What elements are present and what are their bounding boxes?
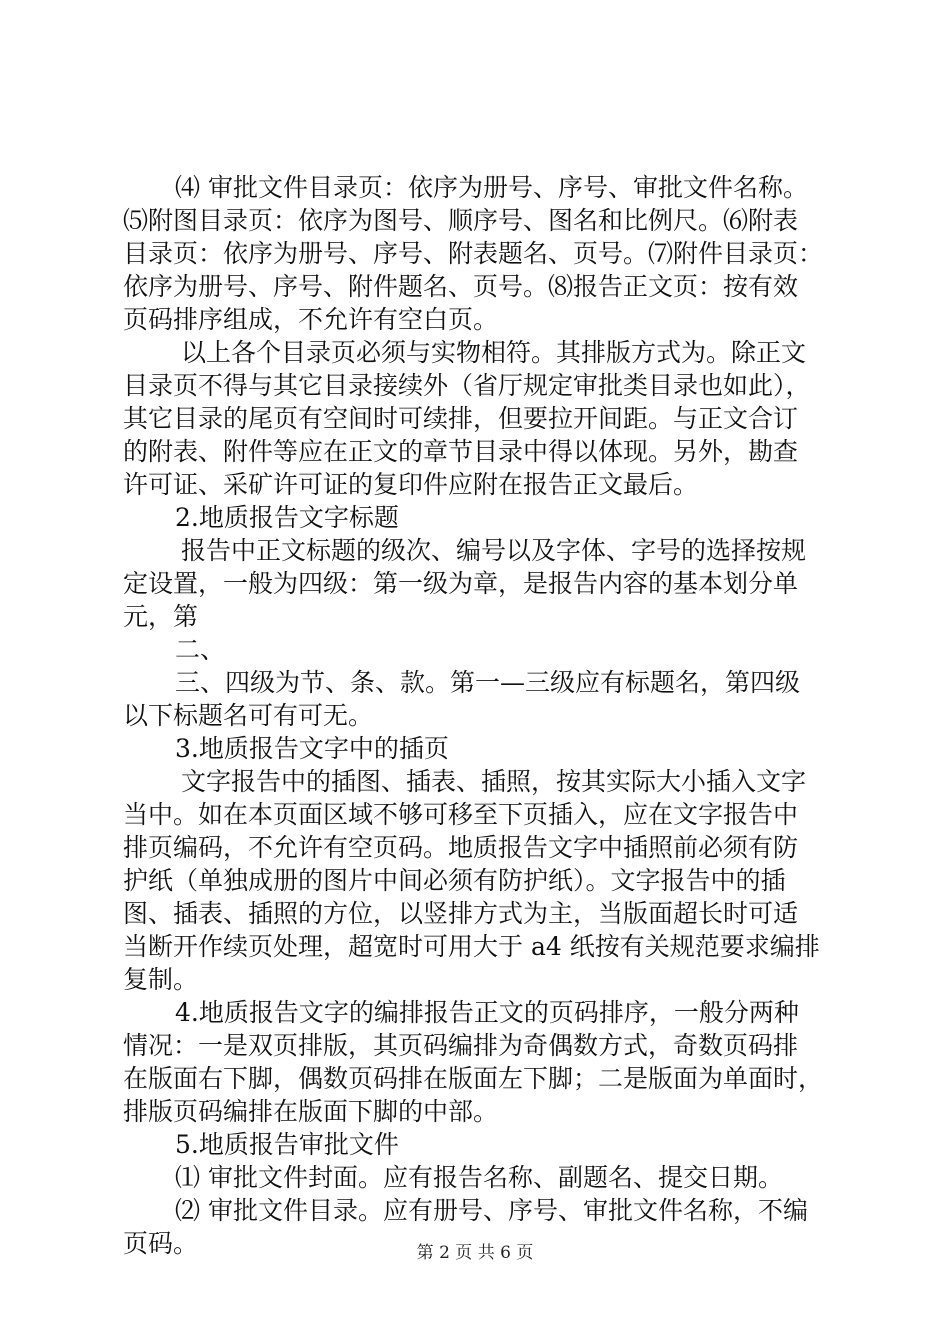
section-heading: 5.地质报告审批文件 (175, 1130, 399, 1159)
paragraph-line: ⑸附图目录页：依序为图号、顺序号、图名和比例尺。⑹附表 (123, 206, 799, 235)
paragraph-line: 元，第 (123, 602, 199, 631)
paragraph-line: 以下标题名可有可无。 (123, 701, 374, 730)
paragraph-line: ⑵ 审批文件目录。应有册号、序号、审批文件名称，不编 (175, 1196, 808, 1225)
paragraph-line: 排版页码编排在版面下脚的中部。 (123, 1097, 499, 1126)
paragraph-line: 定设置，一般为四级：第一级为章，是报告内容的基本划分单 (123, 569, 799, 598)
paragraph-line: 目录页：依序为册号、序号、附表题名、页号。⑺附件目录页： (123, 239, 824, 268)
paragraph-line: 依序为册号、序号、附件题名、页号。⑻报告正文页：按有效 (123, 272, 799, 301)
paragraph-line: 页码排序组成，不允许有空白页。 (123, 305, 499, 334)
paragraph-line: 在版面右下脚，偶数页码排在版面左下脚；二是版面为单面时， (123, 1064, 824, 1093)
paragraph-line: 目录页不得与其它目录接续外（省厅规定审批类目录也如此）， (123, 371, 811, 400)
paragraph-line: ⑷ 审批文件目录页：依序为册号、序号、审批文件名称。 (175, 173, 808, 202)
paragraph-line: 排页编码，不允许有空页码。地质报告文字中插照前必须有防 (123, 833, 799, 862)
paragraph-line: 复制。 (123, 965, 199, 994)
paragraph-line: ⑴ 审批文件封面。应有报告名称、副题名、提交日期。 (175, 1163, 783, 1192)
paragraph-line: 当断开作续页处理，超宽时可用大于 a4 纸按有关规范要求编排 (123, 932, 820, 961)
paragraph-line: 许可证、采矿许可证的复印件应附在报告正文最后。 (123, 470, 699, 499)
section-heading: 2.地质报告文字标题 (175, 503, 399, 532)
document-body (123, 171, 833, 1260)
paragraph-line: 图、插表、插照的方位，以竖排方式为主，当版面超长时可适 (123, 899, 799, 928)
paragraph-line: 当中。如在本页面区域不够可移至下页插入，应在文字报告中 (123, 800, 799, 829)
paragraph-line: 三、四级为节、条、款。第一—三级应有标题名，第四级 (175, 668, 801, 697)
paragraph-line: 护纸（单独成册的图片中间必须有防护纸）。文字报告中的插 (123, 866, 786, 895)
paragraph-line: 的附表、附件等应在正文的章节目录中得以体现。另外，勘查 (123, 437, 799, 466)
paragraph-line: 其它目录的尾页有空间时可续排，但要拉开间距。与正文合订 (123, 404, 799, 433)
section-heading: 3.地质报告文字中的插页 (175, 734, 449, 763)
paragraph-line: 文字报告中的插图、插表、插照，按其实际大小插入文字 (181, 767, 807, 796)
paragraph-line: 以上各个目录页必须与实物相符。其排版方式为。除正文 (181, 338, 807, 367)
paragraph-line: 二、 (175, 635, 226, 664)
paragraph-line: 4.地质报告文字的编排报告正文的页码排序，一般分两种 (175, 998, 799, 1027)
paragraph-line: 页码。 (123, 1229, 199, 1258)
paragraph-line: 情况：一是双页排版，其页码编排为奇偶数方式，奇数页码排 (123, 1031, 799, 1060)
page-number-footer: 第 2 页 共 6 页 (416, 1243, 534, 1263)
paragraph-line: 报告中正文标题的级次、编号以及字体、字号的选择按规 (181, 536, 807, 565)
